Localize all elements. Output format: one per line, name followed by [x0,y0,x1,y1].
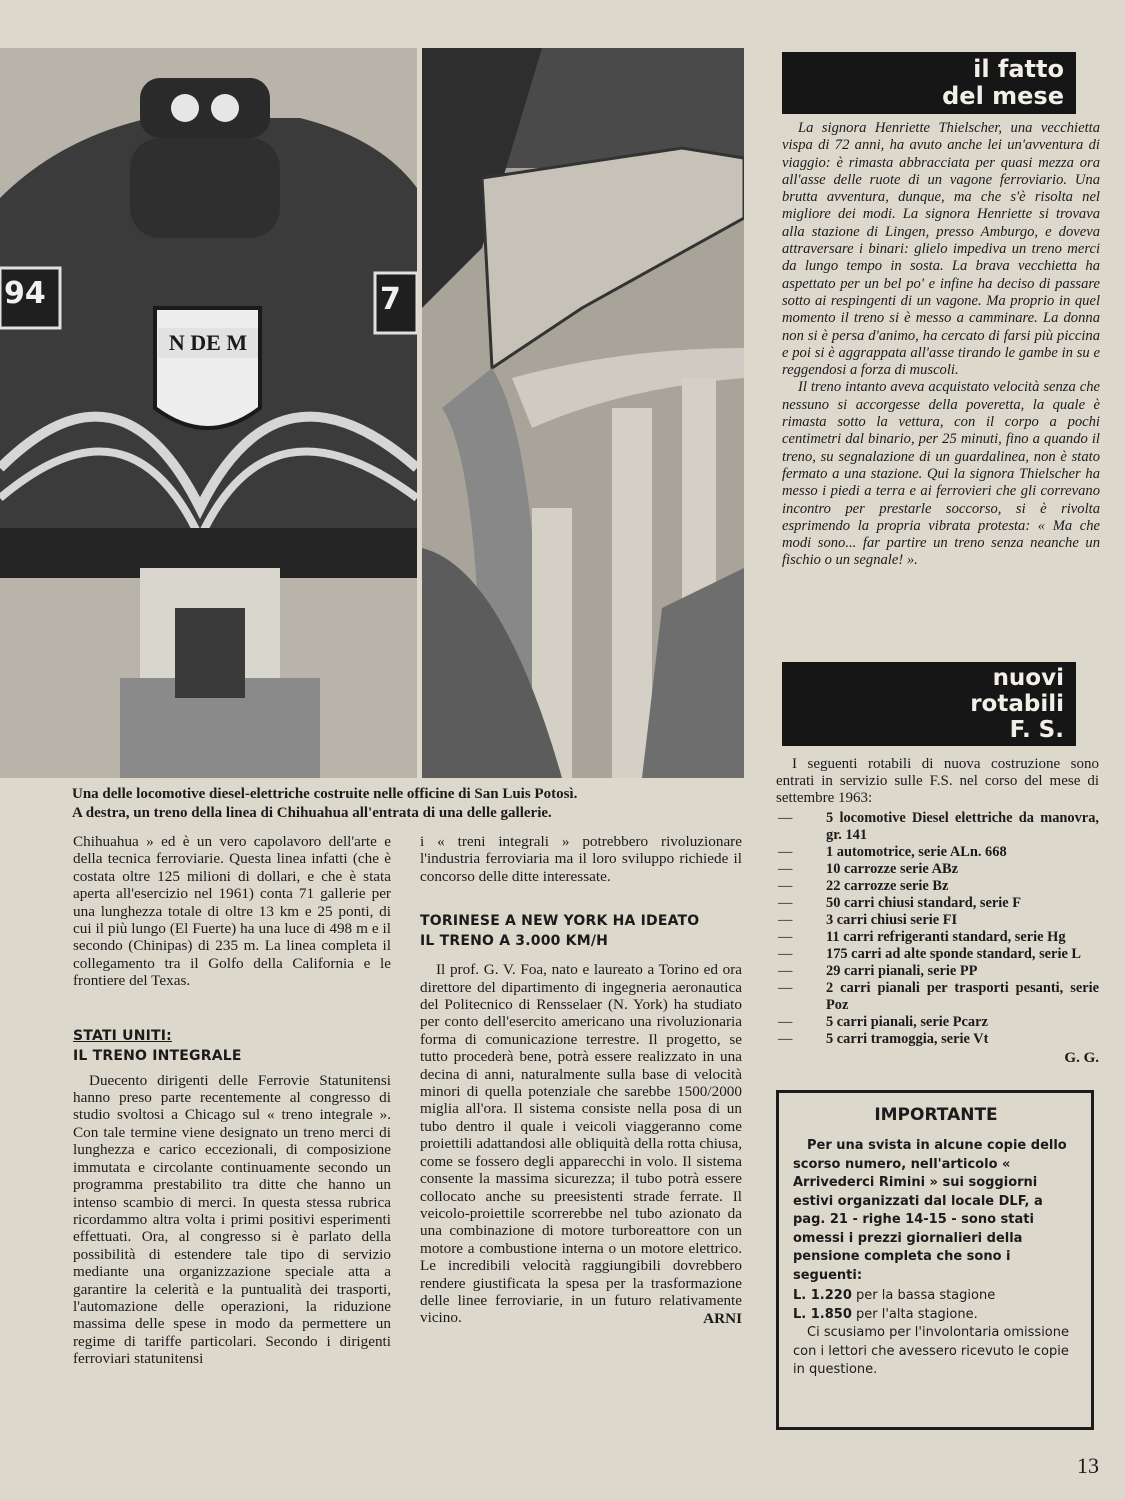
fatto-paragraph-1: La signora Henriette Thielscher, una vecchietta vispa di 72 anni, ha avuto anche lei un'avventura di viaggio: è rimasta abbracciata per quasi mezza ora all'asse delle ruote di un vagone ferroviario. Una brutta avventura, dunque, ma che s'è risolta nel migliore dei modi. La signora Henriette si trovava alla stazione di Lingen, presso Amburgo, e doveva attraversare i binari: glielo impediva un treno merci da lungo tempo in sosta. La brava vecchietta ha aspettato per un bel po' e infine ha deciso di passare sotto ai respingenti di un vagone. Ma proprio in quel momento il treno si è messo a camminare. La donna non si è persa d'animo, ha cercato di farsi più piccina e poi si è aggrappata all'asse tirando le gambe in su e reggendosi a forza di muscoli. [782,120,1100,379]
column-2 [420,833,742,1327]
arni-signature: ARNI [703,1309,742,1327]
price-row-1 [793,1287,1079,1306]
torinese-heading-line1: TORINESE A NEW YORK HA IDEATO [420,913,700,930]
list-item: — 2 carri pianali per trasporti pesanti, serie Poz [778,979,1099,1013]
fatto-column [782,120,1100,570]
torinese-heading-line2: IL TRENO A 3.000 KM/H [420,933,609,950]
locomotive-emblem-text: N DE M [168,330,248,355]
nuovi-title-line3: F. S. [1009,717,1064,743]
chihuahua-paragraph: Chihuahua » ed è un vero capolavoro dell'arte e della tecnica ferroviarie. Questa linea infatti (che è costata oltre 125 milioni di dollari, e che è stata aperta all'esercizio nel 1961) conta 71 gallerie per una lunghezza totale di oltre 13 km e 25 ponti, di cui il più lungo (El Fuerte) ha una luce di 498 m e il secondo (Chinipas) di 235 m. La linea completa il collegamento tra il Golfo della California e le frontiere del Texas. [73,833,391,990]
price-label-2: per l'alta stagione. [856,1306,978,1322]
rotabili-list [776,810,1099,1048]
diesel-locomotive-icon [0,48,417,778]
list-item: — 5 carri tramoggia, serie Vt [778,1030,989,1047]
train-on-viaduct-icon [422,48,744,778]
list-item: — 5 locomotive Diesel elettriche da manovra, gr. 141 [778,809,1099,843]
locomotive-photo [0,48,417,778]
nuovi-banner [782,662,1076,746]
importante-apology: Ci scusiamo per l'involontaria omissione con i lettori che avessero ricevuto le copie in questione. [793,1325,1069,1377]
list-item: — 1 automotrice, serie ALn. 668 [778,843,1007,860]
caption-line-1: Una delle locomotive diesel-elettriche costruite nelle officine di San Luis Potosì. [72,786,578,802]
fatto-title-line2: del mese [942,82,1064,110]
photo-caption [72,785,762,823]
page-number: 13 [1077,1453,1099,1478]
list-item: — 11 carri refrigeranti standard, serie Hg [778,928,1066,945]
fatto-title-line1: il fatto [973,55,1064,83]
list-item: — 22 carrozze serie Bz [778,877,949,894]
list-item: — 29 carri pianali, serie PP [778,962,978,979]
torinese-body: Il prof. G. V. Foa, nato e laureato a Torino ed ora direttore del dipartimento di ingegneria aeronautica del Politecnico di Rensselaer (N. York) ha studiato per conto dell'esercito americano una rivoluzionaria forma di comunicazione terrestre. Il progetto, se tutto procederà bene, potrà essere realizzato in una decina di anni, naturalmente sulla base di velocità minori di quella potenziale che sarebbe 1500/2000 miglia all'ora. Il sistema consiste nella posa di un tubo dentro il quale i veicoli viaggeranno come proiettili adattandosi alle obliquità della rotta chiusa, come se fossero degli apparecchi in volo. Il sistema consente la massima sicurezza; il tubo potrà essere collocato anche su preesistenti strade ferrate. Il veicolo-proiettile scorrerebbe nel tubo azionato da una combinazione di motore turboreattore con un motore a combustione interna o un motore elettrico. Le incredibili velocità raggiungibili dovrebbero rendere giustificata la spesa per la trasformazione delle linee ferroviarie, in un futuro relativamente vicino. [420,961,742,1327]
list-item: — 5 carri pianali, serie Pcarz [778,1013,988,1030]
column-1 [73,833,391,1368]
viaduct-photo [422,48,744,778]
caption-line-2: A destra, un treno della linea di Chihuahua all'entrata di una delle gallerie. [72,805,552,821]
treno-integrale-heading: IL TRENO INTEGRALE [73,1047,242,1064]
importante-box [776,1090,1094,1430]
importante-title: IMPORTANTE [874,1105,998,1125]
locomotive-number-right: 7 [380,282,401,317]
list-item: — 3 carri chiusi serie FI [778,911,958,928]
nuovi-title-line2: rotabili [970,691,1064,717]
list-item: — 10 carrozze serie ABz [778,860,958,877]
locomotive-number-left: 94 [4,276,46,311]
price-value-1: L. 1.220 [793,1288,852,1303]
list-item: — 175 carri ad alte sponde standard, serie L [778,945,1082,962]
nuovi-title-line1: nuovi [992,665,1064,691]
importante-text: Per una svista in alcune copie dello scorso numero, nell'articolo « Arrivederci Rimini » sui soggiorni estivi organizzati dal locale DLF, a pag. 21 - righe 14-15 - sono stati omessi i prezzi giornalieri della pensione completa che sono i seguenti: [793,1138,1067,1283]
treni-integrali-paragraph: i « treni integrali » potrebbero rivoluzionare l'industria ferroviaria ma il loro sviluppo richiede il concorso delle ditte interessate. [420,833,742,885]
gg-signature: G. G. [1064,1049,1099,1066]
fatto-banner [782,52,1076,114]
price-row-2 [793,1306,1079,1325]
fatto-paragraph-2: Il treno intanto aveva acquistato velocità senza che nessuno si accorgesse della poveretta, la quale è rimasta sotto la vettura, con il corpo a pochi centimetri dal binario, per 25 minuti, fino a quando il treno, su segnalazione di un guardalinea, non è stato fermato a una stazione. Qui la signora Thielscher ha messo i piedi a terra e ai ferrovieri che gli correvano incontro per prestarle soccorso, si è rivolta esprimendo la propria vibrata protesta: « Ma che modi sono... far partire un treno senza neanche un fischio o un segnale! ». [782,379,1100,569]
price-label-1: per la bassa stagione [856,1288,996,1303]
list-item: — 50 carri chiusi standard, serie F [778,894,1022,911]
nuovi-intro: I seguenti rotabili di nuova costruzione sono entrati in servizio sulle F.S. nel corso del mese di settembre 1963: [776,756,1099,807]
price-value-2: L. 1.850 [793,1306,852,1322]
treno-integrale-body: Duecento dirigenti delle Ferrovie Statunitensi hanno preso parte recentemente al congresso di studio svoltosi a Chicago sul « treno integrale ». Con tale termine viene designato un treno merci di lunghezza e carico eccezionali, di composizione immutata e circolante continuamente secondo un programma prestabilito tra ditte che hanno un intenso scambio di merci. In questa stessa rubrica ricordammo altra volta i primi positivi esperimenti effettuati. Ora, al congresso si è parlato della possibilità di estendere tale tipo di servizio mediante una organizzazione speciale atta a garantire la celerità e la puntualità dei trasporti, l'automazione delle operazioni, la riduzione massima delle spese in modo da permettere un regime di tariffe particolari. Secondo i dirigenti ferroviari statunitensi [73,1071,391,1368]
stati-uniti-heading: STATI UNITI: [73,1027,172,1044]
nuovi-column [776,756,1099,1067]
